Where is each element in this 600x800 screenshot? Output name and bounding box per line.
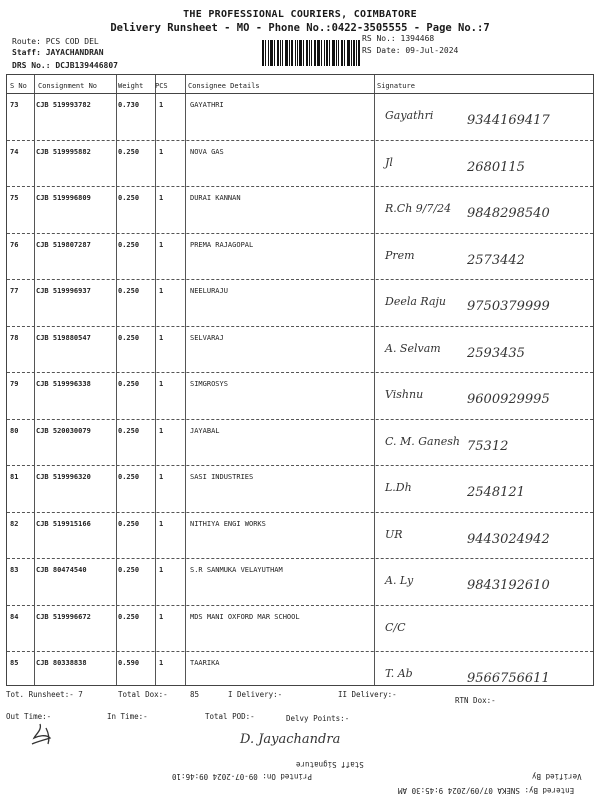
total-dox-label: Total Dox:- (118, 690, 168, 699)
cell-consignee: NITHIYA ENGI WORKS (190, 519, 266, 528)
rtn-dox-label: RTN Dox:- (455, 696, 496, 705)
cell-pcs: 1 (159, 519, 164, 528)
table-row (7, 605, 593, 652)
cell-consignee: S.R SANMUKA VELAYUTHAM (190, 566, 283, 574)
cell-consignment-no: CJB 80338838 (36, 659, 87, 667)
entered-by-label: Entered By: SNEKA 07/09/2024 9:45:30 AM (398, 786, 575, 795)
drs-number: DRS No.: DCJB139446807 (12, 61, 118, 70)
table-row (7, 651, 593, 698)
barcode-image (262, 40, 360, 66)
cell-consignee: SASI INDUSTRIES (190, 473, 254, 481)
cell-consignment-no: CJB 520030079 (36, 426, 91, 435)
cell-sno: 80 (10, 426, 19, 435)
cell-weight: 0.590 (118, 659, 140, 667)
cell-consignee: NOVA GAS (190, 147, 224, 156)
tot-runsheet: Tot. Runsheet:- 7 (6, 690, 83, 699)
table-row (7, 326, 593, 373)
i-delivery-label: I Delivery:- (228, 690, 283, 699)
cell-consignee: JAYABAL (190, 426, 220, 435)
rs-date: RS Date: 09-Jul-2024 (362, 46, 459, 55)
cell-sno: 74 (10, 147, 19, 156)
consignment-table (6, 74, 594, 686)
cell-pcs: 1 (159, 333, 164, 342)
printed-on-label: Printed On: 09-07-2024 09:46:10 (172, 772, 312, 781)
handwritten-phone: 9750379999 (467, 299, 550, 314)
cell-pcs: 1 (159, 240, 164, 249)
cell-consignment-no: CJB 519915166 (36, 519, 91, 528)
cell-sno: 77 (10, 287, 19, 295)
cell-consignment-no: CJB 519996937 (36, 287, 91, 295)
ii-delivery-label: II Delivery:- (338, 690, 397, 699)
handwritten-phone: 9848298540 (467, 206, 550, 221)
cell-sno: 81 (10, 473, 19, 481)
handwritten-phone: 9344169417 (467, 113, 550, 128)
runsheet-title: Delivery Runsheet - MO - Phone No.:0422-3505555 - Page No.:7 (110, 22, 490, 34)
cell-sno: 84 (10, 612, 19, 621)
handwritten-signature: A. Ly (385, 574, 414, 587)
cell-sno: 83 (10, 566, 19, 574)
handwritten-signature: Vishnu (385, 388, 424, 401)
handwritten-phone: 2548121 (467, 485, 525, 500)
handwritten-phone: 2593435 (467, 345, 525, 361)
handwritten-phone: 9600929995 (467, 392, 550, 407)
cell-consignment-no: CJB 519880547 (36, 333, 91, 342)
cell-consignment-no: CJB 519996320 (36, 473, 91, 481)
handwritten-signature: Jl (385, 155, 393, 169)
cell-consignee: MDS MANI OXFORD MAR SCHOOL (190, 612, 300, 621)
cell-consignment-no: CJB 80474540 (36, 566, 87, 574)
cell-consignment-no: CJB 519995882 (36, 147, 91, 156)
cell-weight: 0.250 (118, 380, 140, 388)
total-pod-label: Total POD:- (205, 712, 255, 721)
table-row (7, 233, 593, 280)
cell-pcs: 1 (159, 287, 164, 295)
cell-consignee: PREMA RAJAGOPAL (190, 240, 254, 249)
table-row (7, 419, 593, 466)
cell-pcs: 1 (159, 473, 164, 481)
handwritten-signature: A. Selvam (385, 341, 441, 355)
handwritten-signature: Deela Raju (385, 295, 446, 308)
cell-weight: 0.250 (118, 147, 140, 156)
company-title: THE PROFESSIONAL COURIERS, COIMBATORE (183, 9, 417, 20)
handwritten-signature: UR (385, 527, 403, 541)
handwritten-phone: 75312 (467, 438, 509, 454)
cell-pcs: 1 (159, 426, 164, 435)
rs-number: RS No.: 1394468 (362, 34, 435, 43)
cell-consignment-no: CJB 519807287 (36, 240, 91, 249)
cell-consignee: TAARIKA (190, 659, 220, 667)
handwritten-signature: L.Dh (385, 481, 412, 494)
cell-sno: 78 (10, 333, 19, 342)
total-dox-value: 85 (190, 690, 200, 699)
cell-pcs: 1 (159, 612, 164, 621)
table-row (7, 512, 593, 559)
cell-consignee: SIMGROSYS (190, 380, 228, 388)
cell-weight: 0.250 (118, 194, 140, 202)
cell-sno: 82 (10, 519, 19, 528)
staff-handwritten-signature: D. Jayachandra (240, 732, 341, 747)
handwritten-signature: C/C (385, 620, 406, 634)
handwritten-signature: T. Ab (385, 667, 413, 680)
cell-sno: 75 (10, 194, 19, 202)
handwritten-signature: Prem (385, 248, 415, 262)
table-row (7, 558, 593, 605)
table-row (7, 279, 593, 326)
col-header-consignment: Consignment No (38, 82, 98, 90)
cell-pcs: 1 (159, 659, 164, 667)
cell-consignee: DURAI KANNAN (190, 194, 241, 202)
col-header-weight: Weight (118, 82, 144, 90)
cell-consignee: GAYATHRI (190, 101, 224, 109)
route-label: Route: PCS COD DEL (12, 37, 99, 46)
verified-by-label: Verified By (532, 772, 582, 781)
staff-label: Staff: JAYACHANDRAN (12, 48, 104, 57)
handwritten-phone: 9566756611 (467, 671, 550, 686)
handwritten-phone: 2573442 (467, 252, 525, 268)
cell-consignment-no: CJB 519996672 (36, 612, 91, 621)
cell-pcs: 1 (159, 194, 164, 202)
cell-weight: 0.250 (118, 473, 140, 481)
cell-weight: 0.250 (118, 426, 140, 435)
out-time-signature-mark (26, 722, 62, 748)
cell-pcs: 1 (159, 380, 164, 388)
staff-signature-label: Staff Signature (296, 760, 364, 769)
cell-weight: 0.730 (118, 101, 140, 109)
in-time-label: In Time:- (107, 712, 148, 721)
cell-consignment-no: CJB 519993782 (36, 101, 91, 109)
cell-pcs: 1 (159, 101, 164, 109)
cell-pcs: 1 (159, 147, 164, 156)
cell-weight: 0.250 (118, 333, 140, 342)
col-header-sno: S No (10, 82, 27, 90)
cell-sno: 79 (10, 380, 19, 388)
table-row (7, 186, 593, 233)
cell-consignee: NEELURAJU (190, 287, 228, 295)
cell-sno: 73 (10, 101, 19, 109)
col-header-pcs: PCS (155, 82, 168, 90)
cell-sno: 76 (10, 240, 19, 249)
table-row (7, 93, 593, 140)
handwritten-signature: Gayathri (385, 109, 434, 122)
cell-pcs: 1 (159, 566, 164, 574)
table-row (7, 465, 593, 512)
handwritten-signature: C. M. Ganesh (385, 434, 460, 448)
cell-weight: 0.250 (118, 240, 140, 249)
delvy-points-label: Delvy Points:- (286, 714, 350, 723)
table-row (7, 140, 593, 187)
cell-weight: 0.250 (118, 287, 140, 295)
cell-weight: 0.250 (118, 519, 140, 528)
col-header-signature: Signature (377, 82, 415, 90)
cell-sno: 85 (10, 659, 19, 667)
handwritten-signature: R.Ch 9/7/24 (385, 202, 452, 215)
cell-weight: 0.250 (118, 566, 140, 574)
cell-consignment-no: CJB 519996809 (36, 194, 91, 202)
handwritten-phone: 2680115 (467, 159, 525, 175)
cell-weight: 0.250 (118, 612, 140, 621)
handwritten-phone: 9843192610 (467, 578, 550, 593)
cell-consignee: SELVARAJ (190, 333, 224, 342)
table-row (7, 372, 593, 419)
col-header-consignee: Consignee Details (188, 82, 260, 90)
out-time-label: Out Time:- (6, 712, 52, 721)
handwritten-phone: 9443024942 (467, 531, 550, 547)
cell-consignment-no: CJB 519996338 (36, 380, 91, 388)
